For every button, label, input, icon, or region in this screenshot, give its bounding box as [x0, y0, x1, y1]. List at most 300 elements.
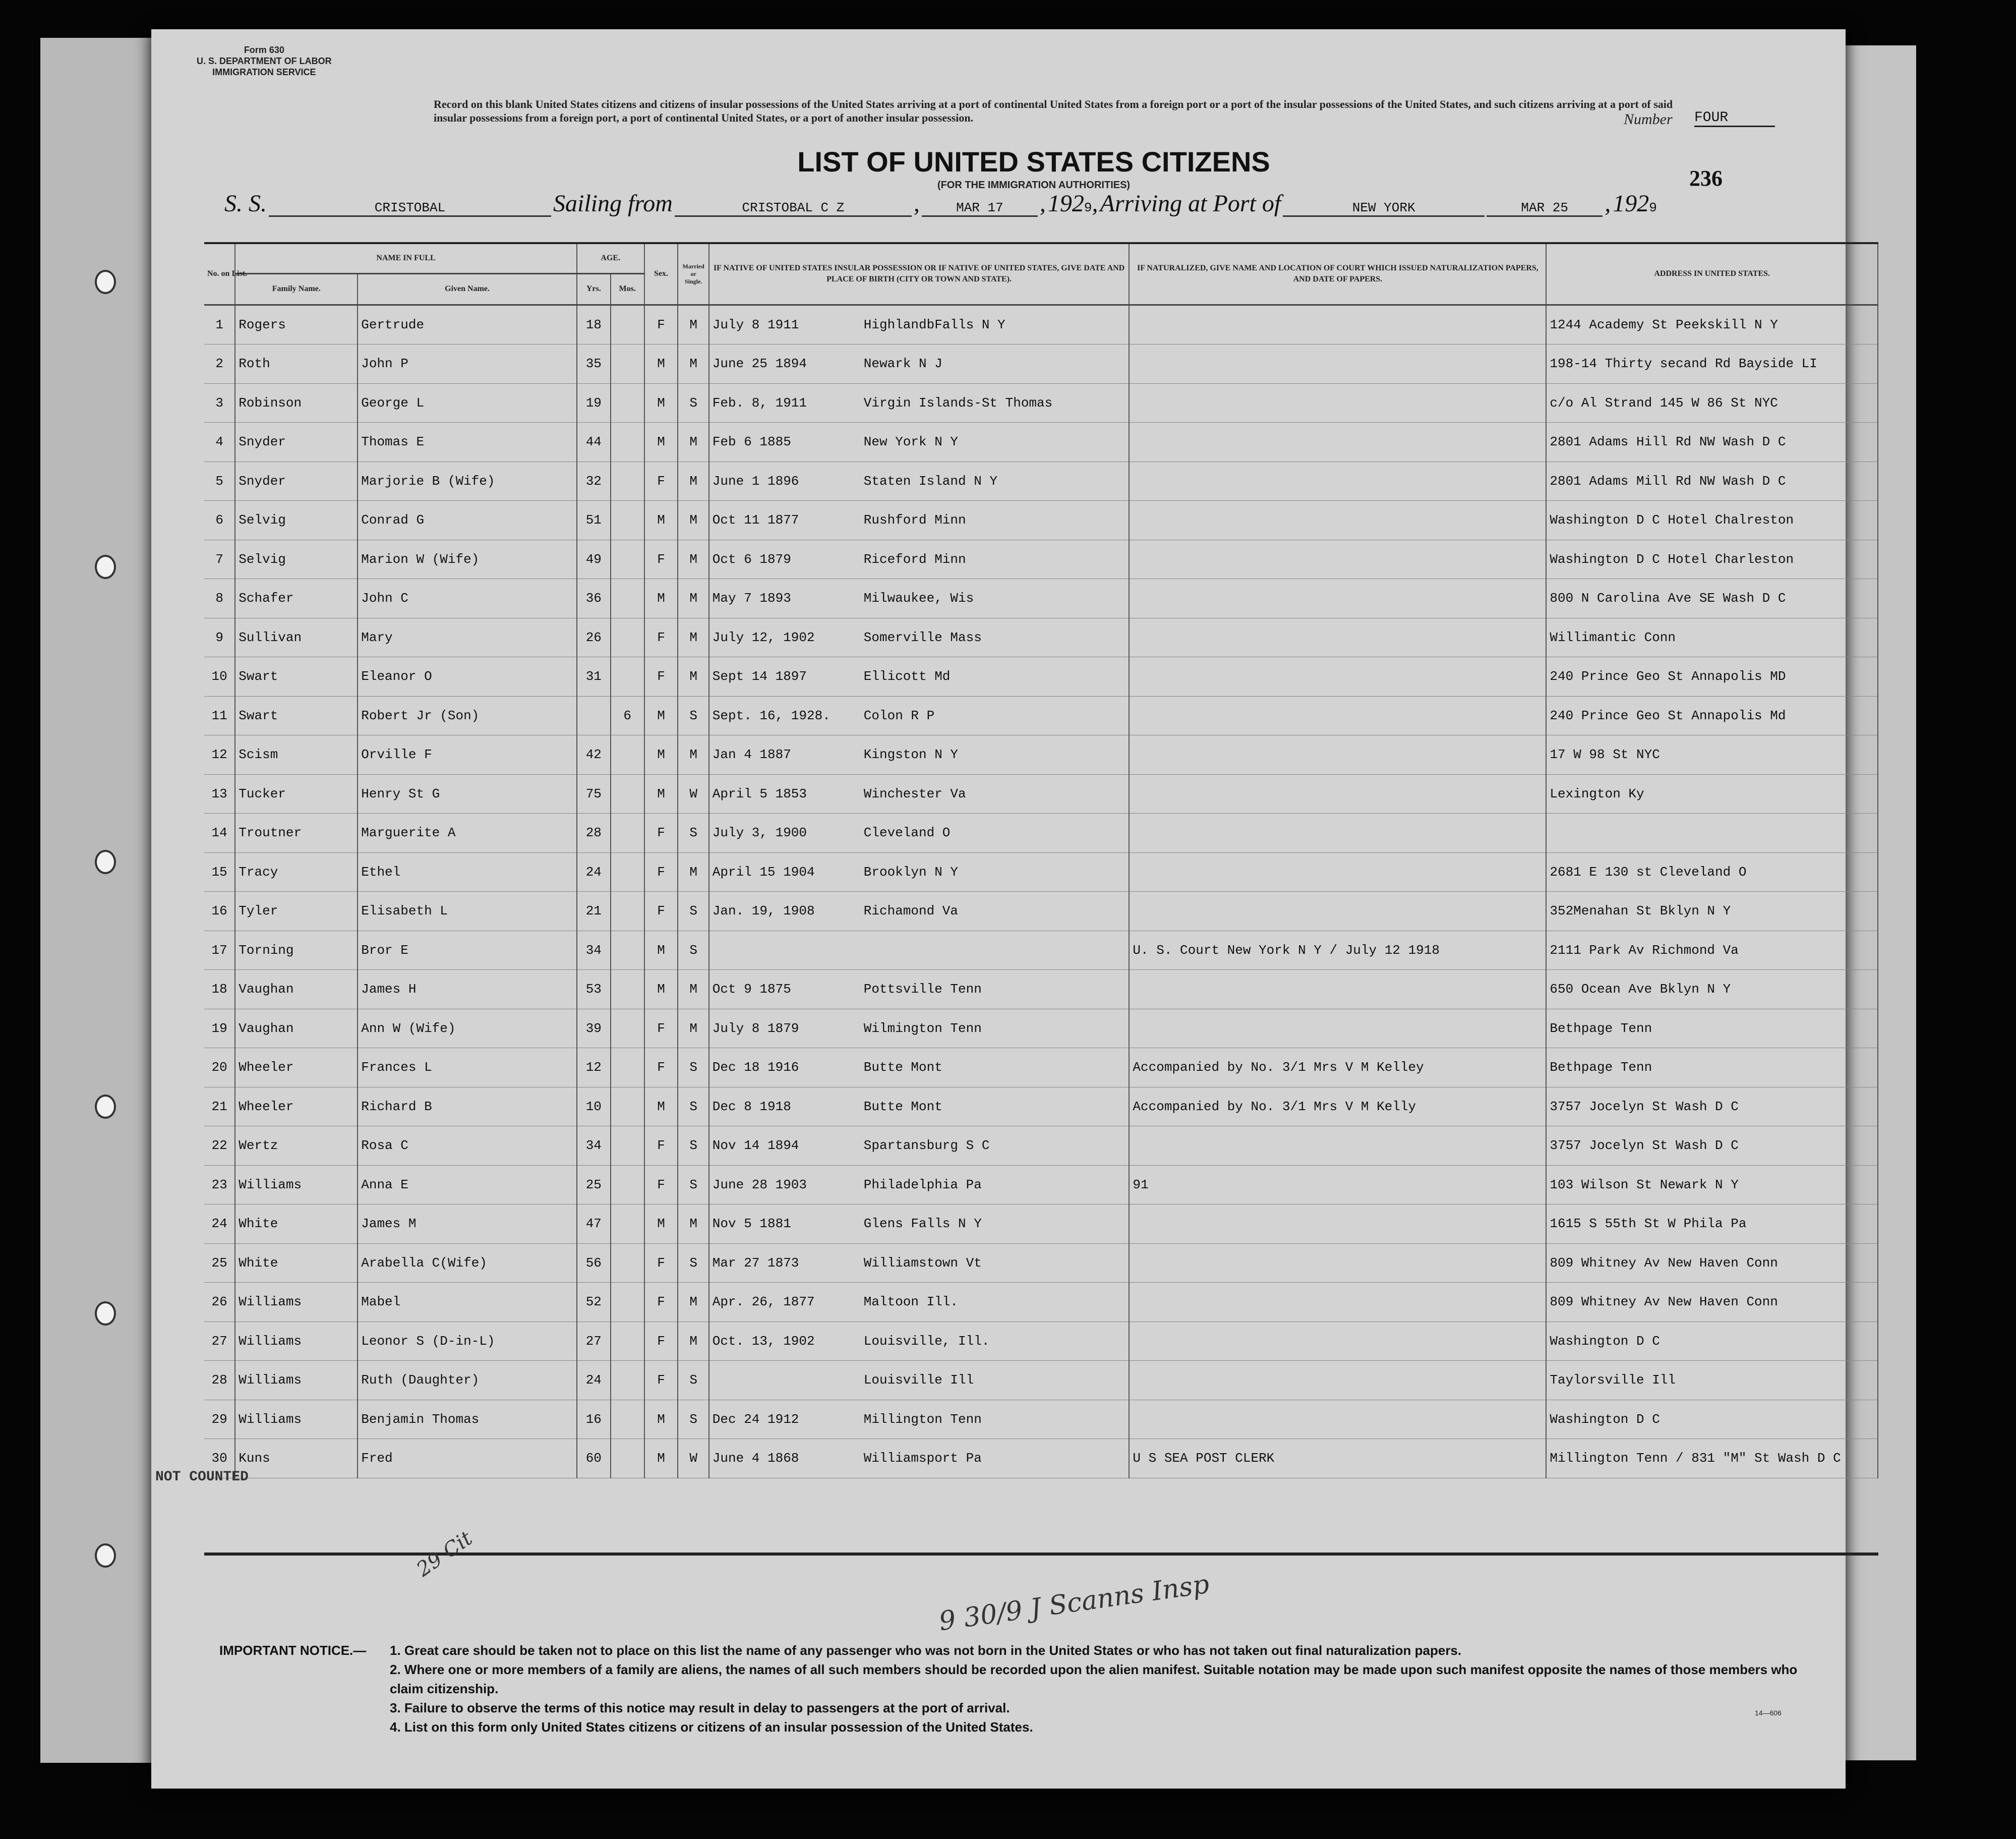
address: 2801 Adams Mill Rd NW Wash D C: [1546, 462, 1878, 501]
given-name: Leonor S (D-in-L): [358, 1321, 577, 1361]
given-name: Orville F: [358, 735, 577, 775]
birth-date: July 8 1911: [712, 317, 799, 332]
given-name: John C: [358, 579, 577, 618]
age-months: [611, 305, 644, 344]
birth-place: Virgin Islands-St Thomas: [863, 395, 1053, 411]
notice-item: 1. Great care should be taken not to place on this list the name of any passenger who was not born in the United States or who has not taken out final naturalization papers.: [390, 1643, 1462, 1658]
address: 240 Prince Geo St Annapolis Md: [1546, 696, 1878, 735]
sex: M: [644, 383, 678, 423]
table-row: [204, 579, 1878, 618]
address: 650 Ocean Ave Bklyn N Y: [1546, 970, 1878, 1009]
family-name: Kuns: [235, 1439, 358, 1478]
marital-status: M: [678, 501, 708, 540]
age-years: 24: [577, 1361, 611, 1400]
row-number: 10: [204, 657, 235, 697]
row-number: 25: [204, 1243, 235, 1283]
naturalization: [1129, 1126, 1546, 1166]
given-name: Richard B: [358, 1087, 577, 1126]
age-months: [611, 1009, 644, 1048]
binder-hole: [95, 1301, 116, 1326]
age-years: 60: [577, 1439, 611, 1478]
age-months: [611, 1126, 644, 1166]
age-months: [611, 931, 644, 970]
birth-info: [709, 1165, 1130, 1204]
sex: F: [644, 1243, 678, 1283]
birth-date: Sept 14 1897: [712, 669, 807, 684]
given-name: Mary: [358, 618, 577, 657]
sex: M: [644, 1204, 678, 1244]
birth-place: Colon R P: [863, 708, 935, 723]
page-subtitle: (FOR THE IMMIGRATION AUTHORITIES): [937, 180, 1131, 191]
birth-info: [709, 618, 1130, 657]
given-name: Frances L: [358, 1048, 577, 1087]
table-row: [204, 735, 1878, 775]
given-name: John P: [358, 344, 577, 384]
marital-status: S: [678, 1126, 708, 1166]
birth-place: Williamstown Vt: [863, 1255, 982, 1271]
birth-info: [709, 1439, 1130, 1478]
sex: M: [644, 774, 678, 814]
marital-status: M: [678, 579, 708, 618]
notice-heading: IMPORTANT NOTICE.—: [219, 1643, 367, 1658]
table-row: [204, 696, 1878, 735]
sex: F: [644, 657, 678, 697]
row-number: 28: [204, 1361, 235, 1400]
given-name: Ann W (Wife): [358, 1009, 577, 1048]
form-number: Form 630: [244, 45, 284, 55]
age-months: [611, 501, 644, 540]
table-row: [204, 1126, 1878, 1166]
given-name: James H: [358, 970, 577, 1009]
row-number: 9: [204, 618, 235, 657]
naturalization: [1129, 540, 1546, 579]
naturalization: [1129, 814, 1546, 853]
row-number: 26: [204, 1283, 235, 1322]
table-row: [204, 970, 1878, 1009]
age-years: 36: [577, 579, 611, 618]
sailing-label: Sailing from: [553, 190, 673, 217]
naturalization: [1129, 892, 1546, 931]
row-number: 4: [204, 423, 235, 462]
sex: M: [644, 931, 678, 970]
sex: M: [644, 344, 678, 384]
sex: M: [644, 970, 678, 1009]
sex: F: [644, 462, 678, 501]
header-yrs: Yrs.: [577, 273, 611, 305]
row-number: 6: [204, 501, 235, 540]
number-label: Number: [1624, 111, 1673, 128]
departure-year: 9: [1084, 200, 1092, 215]
sex: M: [644, 1400, 678, 1439]
given-name: Gertrude: [358, 305, 577, 344]
age-months: [611, 344, 644, 384]
table-row: [204, 892, 1878, 931]
row-number: 7: [204, 540, 235, 579]
family-name: Swart: [235, 657, 358, 697]
birth-info: [709, 852, 1130, 892]
given-name: Arabella C(Wife): [358, 1243, 577, 1283]
row-number: 15: [204, 852, 235, 892]
year-prefix-2: 192: [1613, 190, 1649, 217]
family-name: Rogers: [235, 305, 358, 344]
sex: F: [644, 1165, 678, 1204]
passenger-table: [204, 242, 1878, 1478]
naturalization: Accompanied by No. 3/1 Mrs V M Kelly: [1129, 1087, 1546, 1126]
row-number: 1: [204, 305, 235, 344]
birth-info: [709, 931, 1130, 970]
age-years: 47: [577, 1204, 611, 1244]
family-name: Wheeler: [235, 1087, 358, 1126]
age-years: 27: [577, 1321, 611, 1361]
row-number: 5: [204, 462, 235, 501]
marital-status: M: [678, 462, 708, 501]
given-name: George L: [358, 383, 577, 423]
given-name: Conrad G: [358, 501, 577, 540]
table-row: [204, 1204, 1878, 1244]
sex: M: [644, 1439, 678, 1478]
family-name: Wertz: [235, 1126, 358, 1166]
given-name: Bror E: [358, 931, 577, 970]
birth-date: Nov 14 1894: [712, 1138, 799, 1154]
table-row: [204, 814, 1878, 853]
row-number: 30: [204, 1439, 235, 1478]
birth-info: [709, 1400, 1130, 1439]
marital-status: M: [678, 852, 708, 892]
binder-hole: [95, 1543, 116, 1568]
marital-status: M: [678, 970, 708, 1009]
age-years: 10: [577, 1087, 611, 1126]
age-years: 35: [577, 344, 611, 384]
naturalization: [1129, 579, 1546, 618]
header-married: Married or Single.: [678, 243, 708, 305]
given-name: Elisabeth L: [358, 892, 577, 931]
ship-name: CRISTOBAL: [269, 200, 551, 217]
naturalization: [1129, 501, 1546, 540]
table-row: [204, 931, 1878, 970]
row-number: 18: [204, 970, 235, 1009]
birth-place: Wilmington Tenn: [863, 1020, 982, 1036]
marital-status: M: [678, 618, 708, 657]
table-row: [204, 344, 1878, 384]
marital-status: M: [678, 305, 708, 344]
marital-status: W: [678, 774, 708, 814]
address: Washington D C: [1546, 1321, 1878, 1361]
row-number: 3: [204, 383, 235, 423]
header-given: Given Name.: [358, 273, 577, 305]
manifest-sheet: [151, 29, 1846, 1789]
naturalization: [1129, 1400, 1546, 1439]
naturalization: [1129, 735, 1546, 775]
birth-date: Dec 18 1916: [712, 1060, 799, 1075]
table-row: [204, 1361, 1878, 1400]
age-months: [611, 774, 644, 814]
birth-info: [709, 1204, 1130, 1244]
birth-place: Winchester Va: [863, 786, 966, 801]
age-years: 34: [577, 931, 611, 970]
row-number: 2: [204, 344, 235, 384]
age-years: 25: [577, 1165, 611, 1204]
not-counted-stamp: NOT COUNTED: [155, 1469, 249, 1485]
birth-date: July 12, 1902: [712, 629, 815, 645]
birth-place: Louisville Ill: [863, 1372, 974, 1388]
birth-place: Millington Tenn: [863, 1411, 982, 1427]
naturalization: 91: [1129, 1165, 1546, 1204]
family-name: Williams: [235, 1165, 358, 1204]
birth-info: [709, 970, 1130, 1009]
age-months: [611, 892, 644, 931]
age-months: [611, 1204, 644, 1244]
table-row: [204, 501, 1878, 540]
naturalization: [1129, 852, 1546, 892]
header-mos: Mos.: [611, 273, 644, 305]
address: 2111 Park Av Richmond Va: [1546, 931, 1878, 970]
birth-date: June 4 1868: [712, 1451, 799, 1466]
birth-date: Apr. 26, 1877: [712, 1294, 815, 1310]
address: 352Menahan St Bklyn N Y: [1546, 892, 1878, 931]
address: Taylorsville Ill: [1546, 1361, 1878, 1400]
given-name: Benjamin Thomas: [358, 1400, 577, 1439]
birth-date: Oct 9 1875: [712, 982, 791, 997]
address: 3757 Jocelyn St Wash D C: [1546, 1087, 1878, 1126]
row-number: 24: [204, 1204, 235, 1244]
birth-place: New York N Y: [863, 434, 959, 450]
age-years: 24: [577, 852, 611, 892]
marital-status: M: [678, 657, 708, 697]
ss-label: S. S.: [224, 190, 267, 217]
department: U. S. DEPARTMENT OF LABOR: [197, 56, 332, 66]
age-years: 32: [577, 462, 611, 501]
marital-status: M: [678, 1204, 708, 1244]
age-years: 44: [577, 423, 611, 462]
family-name: Torning: [235, 931, 358, 970]
sex: F: [644, 814, 678, 853]
address: 1244 Academy St Peekskill N Y: [1546, 305, 1878, 344]
given-name: Thomas E: [358, 423, 577, 462]
address: Bethpage Tenn: [1546, 1009, 1878, 1048]
birth-place: Spartansburg S C: [863, 1138, 990, 1154]
age-months: [611, 462, 644, 501]
birth-date: Feb 6 1885: [712, 434, 791, 450]
birth-info: [709, 579, 1130, 618]
birth-date: Mar 27 1873: [712, 1255, 799, 1271]
table-row: [204, 540, 1878, 579]
sex: M: [644, 696, 678, 735]
birth-date: Sept. 16, 1928.: [712, 708, 831, 723]
birth-date: July 3, 1900: [712, 825, 807, 841]
given-name: Marjorie B (Wife): [358, 462, 577, 501]
naturalization: [1129, 1361, 1546, 1400]
table-row: [204, 1321, 1878, 1361]
binder-hole: [95, 555, 116, 579]
table-row: [204, 1243, 1878, 1283]
birth-date: Nov 5 1881: [712, 1216, 791, 1232]
address: 800 N Carolina Ave SE Wash D C: [1546, 579, 1878, 618]
age-years: 75: [577, 774, 611, 814]
sex: F: [644, 1048, 678, 1087]
address: 2801 Adams Hill Rd NW Wash D C: [1546, 423, 1878, 462]
service: IMMIGRATION SERVICE: [212, 67, 316, 77]
table-row: [204, 383, 1878, 423]
sex: F: [644, 1361, 678, 1400]
birth-info: [709, 501, 1130, 540]
sex: F: [644, 305, 678, 344]
row-number: 16: [204, 892, 235, 931]
table-row: [204, 657, 1878, 697]
given-name: Ruth (Daughter): [358, 1361, 577, 1400]
birth-info: [709, 892, 1130, 931]
birth-place: Philadelphia Pa: [863, 1177, 982, 1192]
table-row: [204, 1087, 1878, 1126]
marital-status: M: [678, 423, 708, 462]
birth-info: [709, 423, 1130, 462]
number-value: FOUR: [1694, 110, 1775, 127]
birth-place: Butte Mont: [863, 1099, 942, 1114]
family-name: White: [235, 1204, 358, 1244]
naturalization: [1129, 344, 1546, 384]
age-months: [611, 1439, 644, 1478]
family-name: Selvig: [235, 501, 358, 540]
marital-status: M: [678, 344, 708, 384]
birth-place: Maltoon Ill.: [863, 1294, 959, 1310]
marital-status: S: [678, 1361, 708, 1400]
table-row: [204, 1439, 1878, 1478]
birth-place: Brooklyn N Y: [863, 864, 959, 880]
given-name: Rosa C: [358, 1126, 577, 1166]
page-number: 236: [1689, 166, 1723, 191]
family-name: Williams: [235, 1283, 358, 1322]
birth-info: [709, 735, 1130, 775]
birth-place: Newark N J: [863, 356, 942, 372]
marital-status: M: [678, 1283, 708, 1322]
family-name: Selvig: [235, 540, 358, 579]
birth-place: Cleveland O: [863, 825, 951, 841]
marital-status: S: [678, 1243, 708, 1283]
given-name: Robert Jr (Son): [358, 696, 577, 735]
table-row: [204, 618, 1878, 657]
age-years: 12: [577, 1048, 611, 1087]
marital-status: M: [678, 1321, 708, 1361]
sex: F: [644, 1009, 678, 1048]
age-months: 6: [611, 696, 644, 735]
age-years: 19: [577, 383, 611, 423]
birth-place: Rushford Minn: [863, 512, 966, 528]
address: 17 W 98 St NYC: [1546, 735, 1878, 775]
address: Washington D C Hotel Charleston: [1546, 540, 1878, 579]
naturalization: [1129, 970, 1546, 1009]
sex: F: [644, 1283, 678, 1322]
address: Washington D C: [1546, 1400, 1878, 1439]
birth-place: Staten Island N Y: [863, 473, 998, 489]
birth-info: [709, 1126, 1130, 1166]
passenger-rows: [204, 305, 1878, 1478]
binder-hole: [95, 270, 116, 294]
age-months: [611, 1048, 644, 1087]
age-months: [611, 1321, 644, 1361]
table-row: [204, 462, 1878, 501]
marital-status: S: [678, 1087, 708, 1126]
year-prefix-1: 192: [1047, 190, 1084, 217]
inspector-signature: 9 30/9 J Scanns Insp: [937, 1569, 1211, 1637]
birth-info: [709, 1009, 1130, 1048]
family-name: Swart: [235, 696, 358, 735]
marital-status: S: [678, 1400, 708, 1439]
form-code: 14—606: [1755, 1709, 1782, 1717]
naturalization: [1129, 1009, 1546, 1048]
family-name: Tracy: [235, 852, 358, 892]
age-months: [611, 1165, 644, 1204]
family-name: Troutner: [235, 814, 358, 853]
family-name: Wheeler: [235, 1048, 358, 1087]
address: 2681 E 130 st Cleveland O: [1546, 852, 1878, 892]
row-number: 27: [204, 1321, 235, 1361]
row-number: 11: [204, 696, 235, 735]
age-months: [611, 970, 644, 1009]
marital-status: S: [678, 892, 708, 931]
page-title: LIST OF UNITED STATES CITIZENS: [797, 146, 1270, 178]
naturalization: U S SEA POST CLERK: [1129, 1439, 1546, 1478]
birth-info: [709, 305, 1130, 344]
departure-date: MAR 17: [922, 200, 1038, 217]
birth-date: June 28 1903: [712, 1177, 807, 1192]
birth-info: [709, 696, 1130, 735]
header-family: Family Name.: [235, 273, 358, 305]
form-id: [197, 44, 332, 78]
marital-status: M: [678, 540, 708, 579]
naturalization: [1129, 1204, 1546, 1244]
family-name: Williams: [235, 1400, 358, 1439]
birth-place: Richamond Va: [863, 903, 959, 919]
naturalization: [1129, 657, 1546, 697]
sex: M: [644, 501, 678, 540]
sex: F: [644, 618, 678, 657]
birth-info: [709, 1087, 1130, 1126]
birth-date: Jan. 19, 1908: [712, 903, 815, 919]
age-years: 31: [577, 657, 611, 697]
sex: M: [644, 579, 678, 618]
birth-date: June 25 1894: [712, 356, 807, 372]
marital-status: S: [678, 1048, 708, 1087]
given-name: Henry St G: [358, 774, 577, 814]
table-row: [204, 1165, 1878, 1204]
birth-date: Dec 8 1918: [712, 1099, 791, 1114]
header-naturalization: IF NATURALIZED, GIVE NAME AND LOCATION OF COURT WHICH ISSUED NATURALIZATION PAPERS, AND DATE OF PAPERS.: [1129, 243, 1546, 305]
given-name: Marguerite A: [358, 814, 577, 853]
naturalization: [1129, 305, 1546, 344]
notice-item: 3. Failure to observe the terms of this notice may result in delay to passengers at the port of arrival.: [390, 1700, 1010, 1715]
age-months: [611, 1283, 644, 1322]
arrival-port: NEW YORK: [1283, 200, 1485, 217]
age-months: [611, 735, 644, 775]
birth-date: Oct 11 1877: [712, 512, 799, 528]
arriving-label: Arriving at Port of: [1100, 190, 1281, 217]
age-years: 28: [577, 814, 611, 853]
age-years: 34: [577, 1126, 611, 1166]
voyage-line: S. S. CRISTOBAL Sailing from CRISTOBAL C Z , MAR 17 , 1929, Arriving at Port of NEW YORK MAR 25 , 1929: [224, 190, 1657, 217]
family-name: Robinson: [235, 383, 358, 423]
header-no: No. on List.: [204, 243, 235, 305]
marital-status: W: [678, 1439, 708, 1478]
age-years: 49: [577, 540, 611, 579]
naturalization: [1129, 618, 1546, 657]
birth-place: Williamsport Pa: [863, 1451, 982, 1466]
family-name: Williams: [235, 1361, 358, 1400]
birth-info: [709, 1283, 1130, 1322]
table-row: [204, 1283, 1878, 1322]
given-name: Ethel: [358, 852, 577, 892]
age-years: [577, 696, 611, 735]
age-months: [611, 383, 644, 423]
age-months: [611, 852, 644, 892]
